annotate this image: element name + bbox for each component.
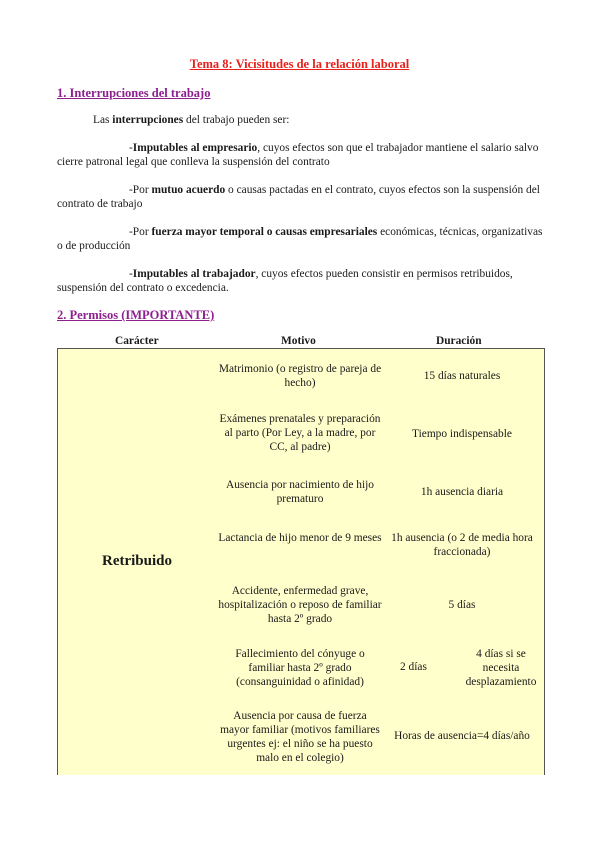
document-title: Tema 8: Vicisitudes de la relación laboral: [189, 57, 410, 71]
column-header-motivo: Motivo: [281, 335, 316, 347]
duracion-cell-a: 2 días: [400, 661, 427, 673]
duracion-cell: 1h ausencia (o 2 de media hora fraccionada): [391, 532, 533, 558]
item-text: , cuyos efectos son que el trabajador mantiene el salario salvo cierre patronal legal que conlleva la suspensión del contrato: [57, 142, 539, 168]
intro-bold: interrupciones: [112, 114, 184, 126]
intro-post: del trabajo pueden ser:: [183, 114, 290, 126]
item-prefix: -: [129, 268, 133, 280]
column-header-caracter: Carácter: [115, 335, 159, 347]
section1-heading: 1. Interrupciones del trabajo: [57, 86, 211, 100]
item-prefix: -Por: [129, 184, 152, 196]
motivo-cell: Accidente, enfermedad grave, hospitalización o reposo de familiar hasta 2º grado: [218, 585, 382, 625]
item-text: , cuyos efectos pueden consistir en permisos retribuidos, suspensión del contrato o excedencia.: [57, 268, 513, 294]
motivo-cell: Exámenes prenatales y preparación al parto (Por Ley, a la madre, por CC, al padre): [219, 413, 381, 453]
motivo-cell: Ausencia por nacimiento de hijo prematuro: [225, 479, 375, 505]
duracion-cell: Horas de ausencia=4 días/año: [394, 730, 530, 742]
motivo-cell: Fallecimiento del cónyuge o familiar hasta 2º grado (consanguinidad o afinidad): [235, 648, 365, 688]
caracter-cell: Retribuido: [101, 553, 172, 569]
item-prefix: -: [129, 142, 133, 154]
item-bold: mutuo acuerdo: [151, 184, 226, 196]
item-prefix: -Por: [129, 226, 152, 238]
interruption-item-4: [57, 267, 547, 295]
item-bold: Imputables al empresario: [132, 142, 258, 154]
column-header-duracion: Duración: [436, 335, 482, 347]
duracion-cell: Tiempo indispensable: [412, 428, 512, 440]
item-bold: Imputables al trabajador: [132, 268, 256, 280]
duracion-cell: 5 días: [448, 599, 476, 611]
duracion-cell: 15 días naturales: [423, 370, 501, 382]
duracion-cell: 1h ausencia diaria: [420, 486, 504, 498]
motivo-cell: Matrimonio (o registro de pareja de hecho): [218, 363, 382, 389]
section1-intro: [57, 113, 547, 127]
motivo-cell: Lactancia de hijo menor de 9 meses: [218, 532, 382, 544]
intro-pre: Las: [93, 114, 113, 126]
item-text: económicas, técnicas, organizativas o de producción: [57, 226, 543, 252]
item-bold: fuerza mayor temporal o causas empresariales: [151, 226, 378, 238]
motivo-cell: Ausencia por causa de fuerza mayor familiar (motivos familiares urgentes ej: el niño se ha puesto malo en el colegio): [220, 710, 380, 764]
interruption-item-3: [57, 225, 547, 253]
item-text: o causas pactadas en el contrato, cuyos efectos son la suspensión del contrato de trabajo: [57, 184, 540, 210]
interruption-item-1: [57, 141, 547, 169]
section2-heading: 2. Permisos (IMPORTANTE): [57, 308, 215, 322]
duracion-cell-b: 4 días si se necesita desplazamiento: [465, 648, 537, 688]
interruption-item-2: [57, 183, 547, 211]
